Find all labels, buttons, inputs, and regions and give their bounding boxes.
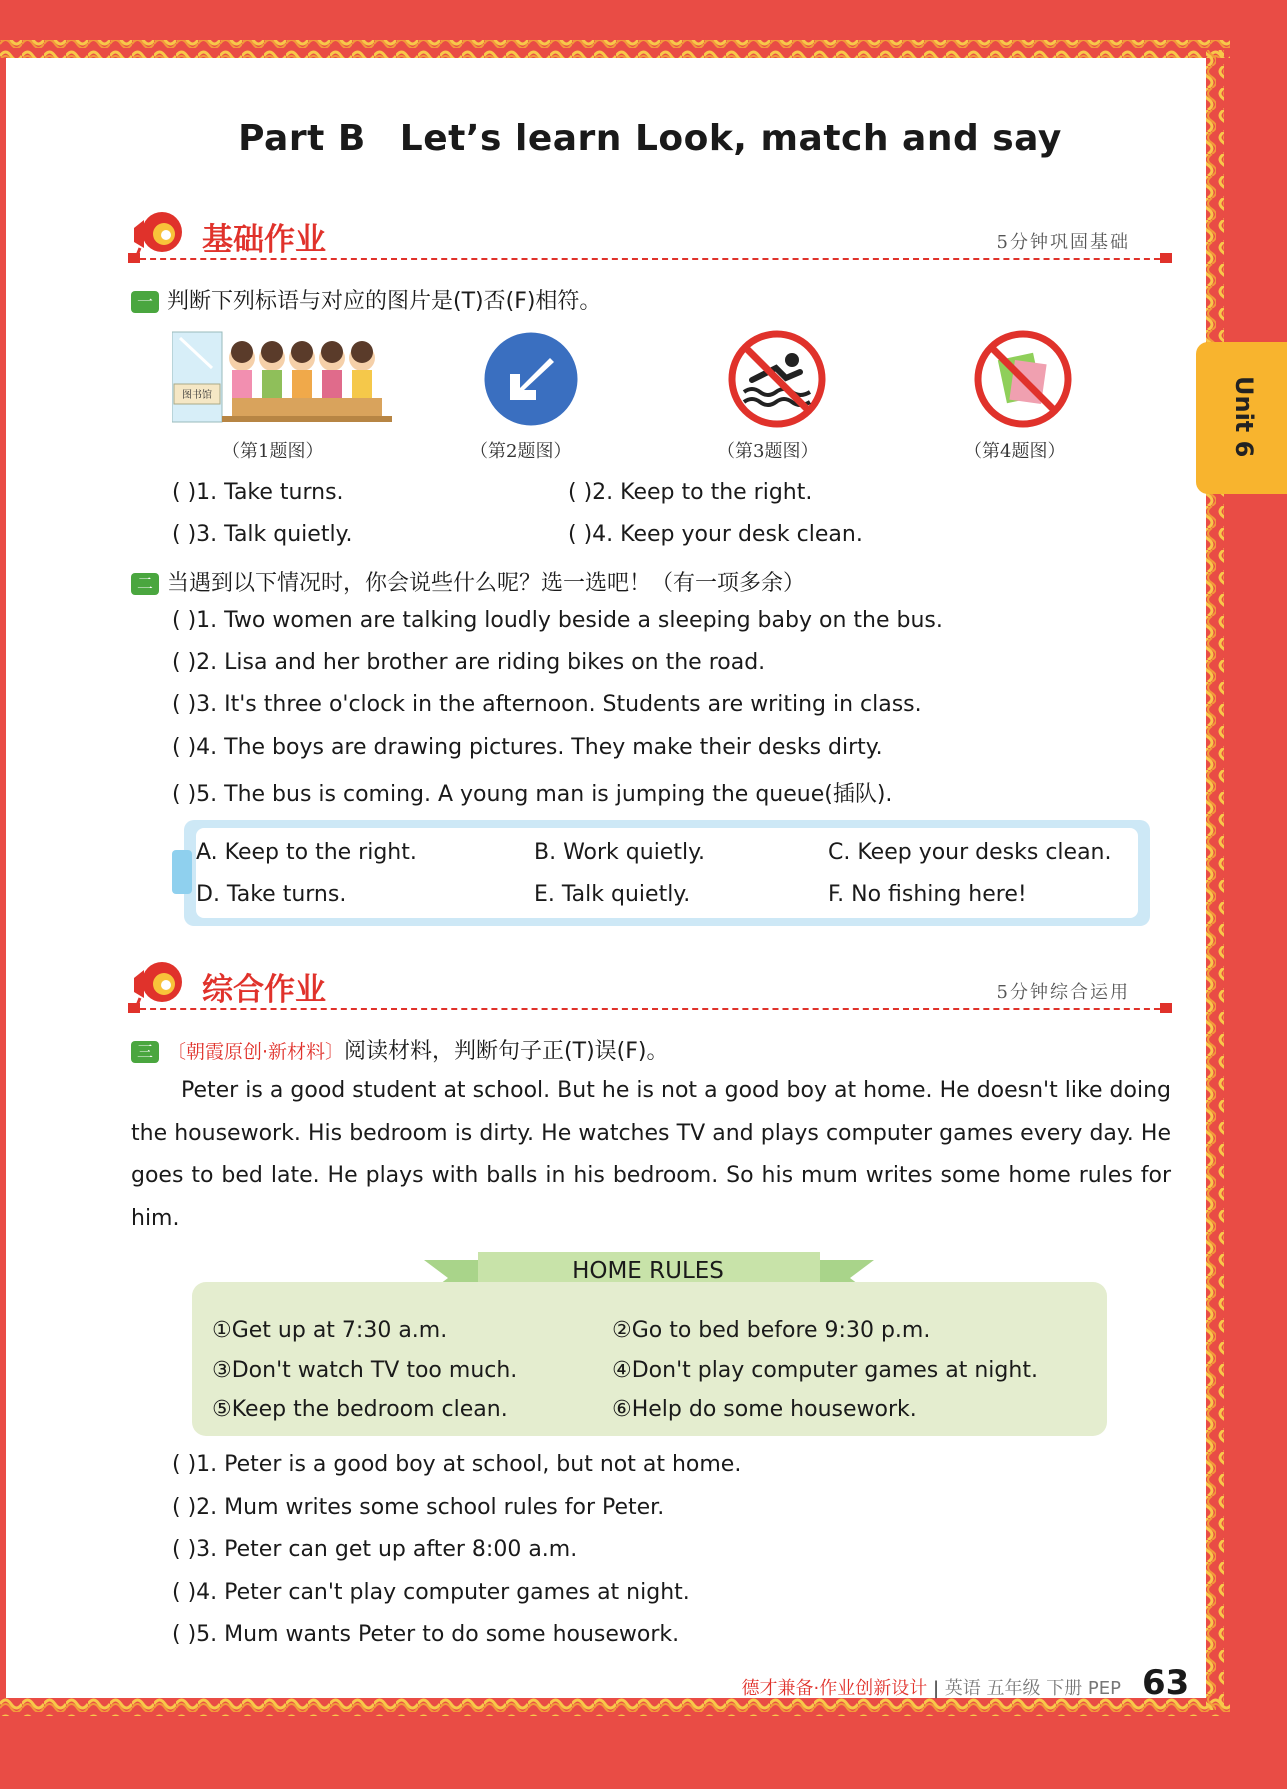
q2-option-f: F. No fishing here! [828, 882, 1027, 907]
children-in-line [222, 341, 392, 422]
q3-item-4: ( )4. Peter can't play computer games at night. [172, 1580, 690, 1605]
q2-instruction: 当遇到以下情况时，你会说些什么呢？选一选吧！（有一项多余） [167, 571, 806, 596]
q3-item-1: ( )1. Peter is a good boy at school, but not at home. [172, 1452, 742, 1477]
q1-instruction: 判断下列标语与对应的图片是(T)否(F)相符。 [167, 289, 602, 314]
q3-heading [131, 1034, 668, 1065]
q1-caption-1: （第1题图） [222, 441, 324, 462]
q2-option-b: B. Work quietly. [534, 840, 705, 865]
home-rule-2: ②Go to bed before 9:30 p.m. [612, 1318, 931, 1343]
section-basic-label: 基础作业 [202, 222, 326, 258]
q1-picture-keep-right-sign [480, 328, 582, 430]
home-rules-title: HOME RULES [572, 1258, 724, 1284]
section-basic-note: 5分钟巩固基础 [996, 232, 1130, 253]
section-comprehensive-label: 综合作业 [202, 972, 326, 1008]
divider-end-right [1160, 253, 1172, 263]
section-divider [130, 1008, 1170, 1010]
options-box-tab [172, 850, 192, 894]
home-rule-4: ④Don't play computer games at night. [612, 1358, 1038, 1383]
q3-item-5: ( )5. Mum wants Peter to do some housework. [172, 1622, 680, 1647]
q3-tag: 〔朝霞原创·新材料〕 [167, 1041, 345, 1063]
title-part: Part B [238, 118, 366, 159]
q2-option-d: D. Take turns. [196, 882, 347, 907]
q2-item-4: ( )4. The boys are drawing pictures. They make their desks dirty. [172, 735, 883, 760]
section-divider [130, 258, 1170, 260]
section-comprehensive-header [130, 958, 1170, 1010]
footer-brand: 德才兼备·作业创新设计 [741, 1678, 928, 1699]
q1-picture-no-swimming-sign [726, 328, 828, 430]
home-rule-3: ③Don't watch TV too much. [212, 1358, 518, 1383]
home-rule-6: ⑥Help do some housework. [612, 1397, 917, 1422]
q2-badge: 二 [131, 573, 159, 595]
section-basic-header [130, 208, 1170, 260]
q2-item-3: ( )3. It's three o'clock in the afternoon. Students are writing in class. [172, 692, 922, 717]
q3-item-3: ( )3. Peter can get up after 8:00 a.m. [172, 1537, 578, 1562]
q1-caption-3: （第3题图） [717, 441, 819, 462]
section-comprehensive-note: 5分钟综合运用 [996, 982, 1130, 1003]
q1-caption-4: （第4题图） [964, 441, 1066, 462]
q3-instruction: 阅读材料，判断句子正(T)误(F)。 [344, 1039, 669, 1064]
q2-option-a: A. Keep to the right. [196, 840, 417, 865]
q1-item-4: ( )4. Keep your desk clean. [568, 522, 863, 547]
q1-heading [131, 284, 601, 315]
q2-options-inner [196, 828, 1138, 918]
q1-item-3: ( )3. Talk quietly. [172, 522, 353, 547]
q3-passage: Peter is a good student at school. But he is not a good boy at home. He doesn't like doing the housework. His bedroom is dirty. He watches TV and plays computer games every day. He goes to bed late. He plays with balls in his bedroom. So his mum writes some home rules for him. [131, 1078, 1171, 1231]
q2-option-c: C. Keep your desks clean. [828, 840, 1112, 865]
q1-picture-queue [172, 328, 394, 428]
unit-tab-label: Unit 6 [1230, 376, 1258, 458]
page-title [0, 118, 1287, 159]
page-number: 63 [1142, 1663, 1190, 1703]
divider-end-right [1160, 1003, 1172, 1013]
footer: 德才兼备·作业创新设计 | 英语 五年级 下册 PEP [741, 1678, 1121, 1699]
q1-caption-2: （第2题图） [470, 441, 572, 462]
q2-heading [131, 566, 805, 597]
unit-tab[interactable] [1196, 342, 1287, 494]
q3-item-2: ( )2. Mum writes some school rules for Peter. [172, 1495, 665, 1520]
home-rules-box [192, 1282, 1107, 1436]
divider-end-left [128, 253, 140, 263]
q1-picture-no-mess-sign [972, 328, 1074, 430]
home-rule-1: ①Get up at 7:30 a.m. [212, 1318, 448, 1343]
footer-subject: 英语 五年级 下册 PEP [944, 1678, 1121, 1699]
q1-item-2: ( )2. Keep to the right. [568, 480, 813, 505]
divider-end-left [128, 1003, 140, 1013]
q2-options-box [184, 820, 1150, 926]
q1-item-1: ( )1. Take turns. [172, 480, 344, 505]
q2-item-5: ( )5. The bus is coming. A young man is jumping the queue(插队). [172, 782, 893, 807]
q2-item-2: ( )2. Lisa and her brother are riding bikes on the road. [172, 650, 766, 675]
title-text: Let’s learn Look, match and say [399, 118, 1062, 159]
q2-item-1: ( )1. Two women are talking loudly beside a sleeping baby on the bus. [172, 608, 943, 633]
home-rule-5: ⑤Keep the bedroom clean. [212, 1397, 508, 1422]
q3-badge: 三 [131, 1041, 159, 1063]
q2-option-e: E. Talk quietly. [534, 882, 691, 907]
q1-badge: 一 [131, 291, 159, 313]
library-sign-text: 图书馆 [182, 390, 212, 401]
